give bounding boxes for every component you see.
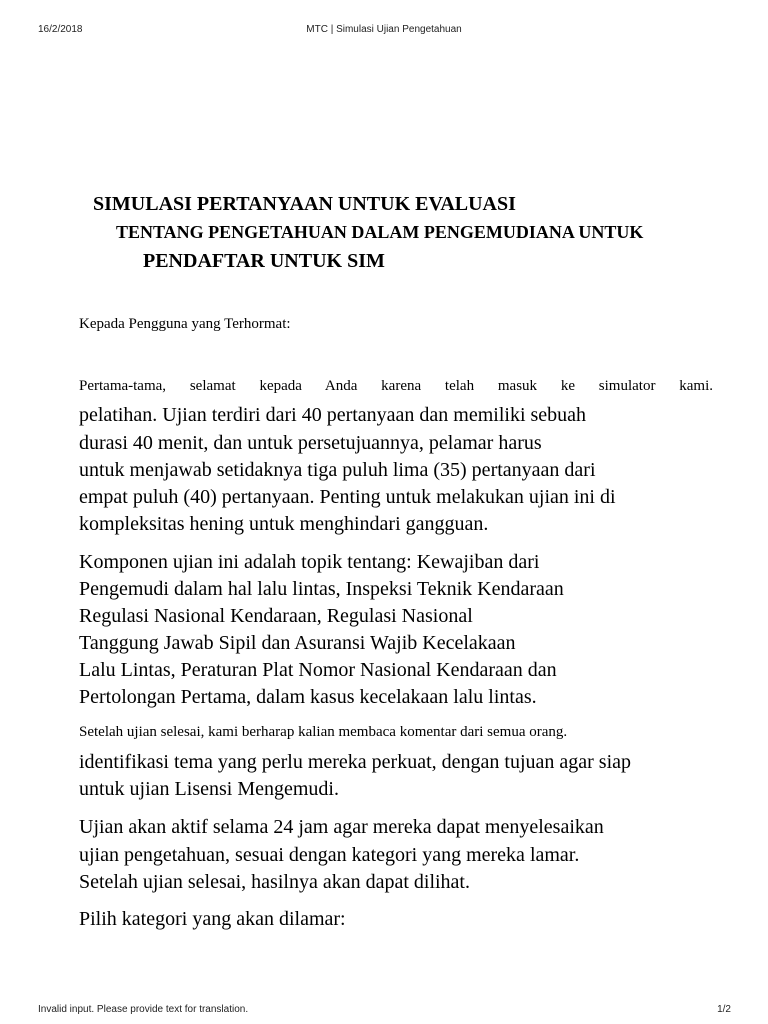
paragraph-2-line: Pengemudi dalam hal lalu lintas, Inspeksi Teknik Kendaraan (79, 578, 564, 600)
document-title-line-1: SIMULASI PERTANYAAN UNTUK EVALUASI (93, 193, 516, 215)
paragraph-2-line: Lalu Lintas, Peraturan Plat Nomor Nasional Kendaraan dan (79, 659, 557, 681)
paragraph-3-line: identifikasi tema yang perlu mereka perkuat, dengan tujuan agar siap (79, 751, 632, 773)
paragraph-2-line: Tanggung Jawab Sipil dan Asuransi Wajib Kecelakaan (79, 632, 516, 654)
paragraph-3-line: untuk ujian Lisensi Mengemudi. (79, 778, 339, 800)
paragraph-4-line: ujian pengetahuan, sesuai dengan kategori yang mereka lamar. (79, 844, 580, 866)
paragraph-1-line: empat puluh (40) pertanyaan. Penting untuk melakukan ujian ini di (79, 486, 616, 508)
paragraph-1-line: pelatihan. Ujian terdiri dari 40 pertanyaan dan memiliki sebuah (79, 404, 587, 426)
paragraph-3-line: Setelah ujian selesai, kami berharap kalian membaca komentar dari semua orang. (79, 724, 568, 740)
paragraph-2-line: Pertolongan Pertama, dalam kasus kecelakaan lalu lintas. (79, 686, 537, 708)
print-page-title: MTC | Simulasi Ujian Pengetahuan (306, 24, 462, 35)
document-title-line-3: PENDAFTAR UNTUK SIM (143, 250, 385, 272)
category-prompt: Pilih kategori yang akan dilamar: (79, 908, 346, 930)
paragraph-2-line: Regulasi Nasional Kendaraan, Regulasi Nasional (79, 605, 473, 627)
page-number: 1/2 (717, 1004, 731, 1015)
paragraph-1-line: durasi 40 menit, dan untuk persetujuannya, pelamar harus (79, 432, 542, 454)
paragraph-2-line: Komponen ujian ini adalah topik tentang: Kewajiban dari (79, 551, 540, 573)
paragraph-1-line: untuk menjawab setidaknya tiga puluh lima (35) pertanyaan dari (79, 459, 596, 481)
print-footer-message: Invalid input. Please provide text for translation. (38, 1004, 249, 1015)
paragraph-1-line: Pertama-tama, selamat kepada Anda karena telah masuk ke simulator kami. (79, 378, 713, 394)
print-date: 16/2/2018 (38, 24, 83, 35)
document-title-line-2: TENTANG PENGETAHUAN DALAM PENGEMUDIANA UNTUK (116, 222, 644, 242)
paragraph-4-line: Setelah ujian selesai, hasilnya akan dapat dilihat. (79, 871, 470, 893)
greeting: Kepada Pengguna yang Terhormat: (79, 316, 291, 332)
paragraph-4-line: Ujian akan aktif selama 24 jam agar mereka dapat menyelesaikan (79, 816, 604, 838)
paragraph-1-line: kompleksitas hening untuk menghindari gangguan. (79, 513, 489, 535)
